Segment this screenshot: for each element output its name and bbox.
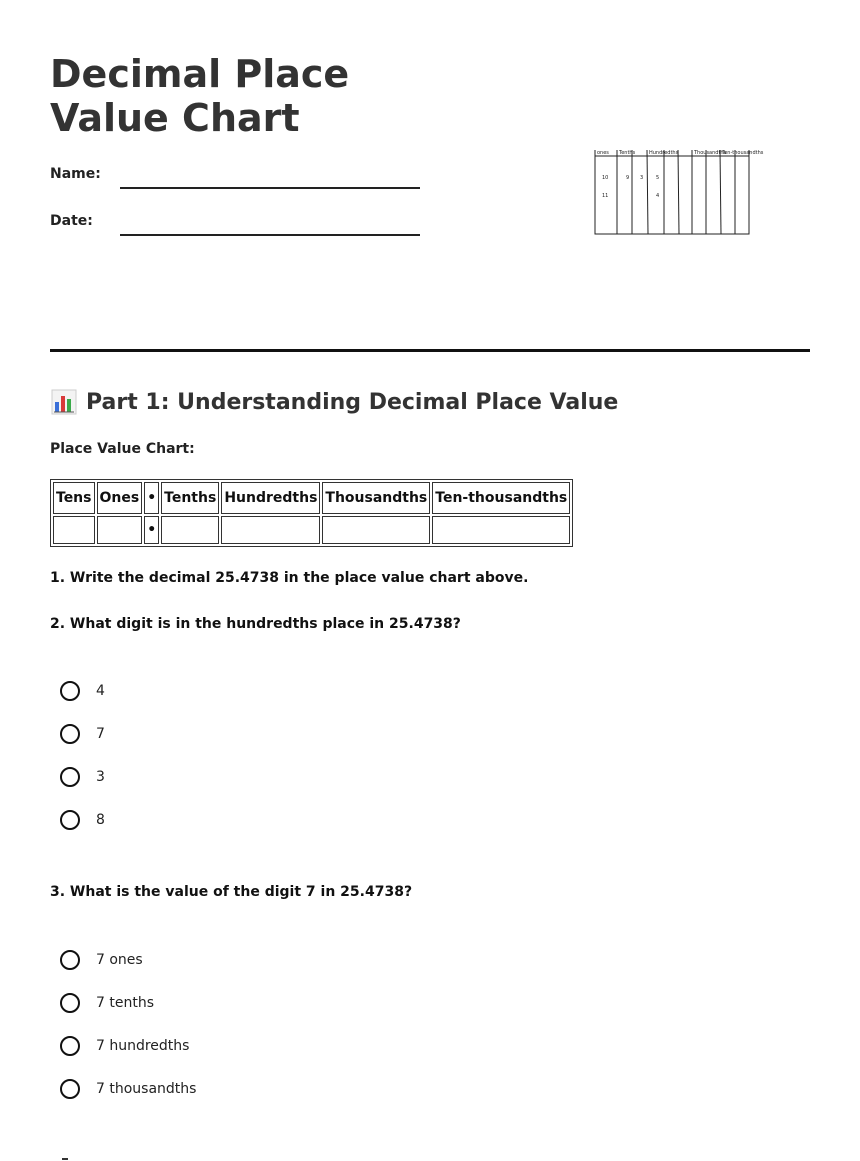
bar-chart-icon — [50, 388, 78, 416]
name-field[interactable] — [120, 187, 420, 189]
radio-button[interactable] — [60, 724, 80, 744]
radio-button[interactable] — [60, 993, 80, 1013]
option-label: 7 hundredths — [96, 1038, 190, 1054]
header-decimal-point: • — [144, 482, 159, 514]
radio-button[interactable] — [60, 681, 80, 701]
name-label: Name: — [50, 166, 101, 182]
q2-option[interactable] — [60, 810, 105, 830]
radio-button[interactable] — [60, 810, 80, 830]
place-value-sketch — [592, 146, 764, 238]
header-thousandths: Thousandths — [322, 482, 430, 514]
table-row — [53, 516, 570, 544]
cell-ones[interactable] — [97, 516, 143, 544]
question-1: 1. Write the decimal 25.4738 in the place value chart above. — [50, 570, 529, 586]
sketch-header: Tenths — [619, 150, 636, 156]
sketch-header: Hundredths — [649, 150, 679, 156]
q3-option[interactable] — [60, 993, 154, 1013]
table-header-row — [53, 482, 570, 514]
sketch-cell: 3 — [640, 175, 644, 181]
option-label: 8 — [96, 812, 105, 828]
date-label: Date: — [50, 213, 93, 229]
sketch-header: ones — [597, 150, 609, 156]
header-ten-thousandths: Ten-thousandths — [432, 482, 570, 514]
cell-hundredths[interactable] — [221, 516, 320, 544]
radio-button[interactable] — [60, 1079, 80, 1099]
cell-thousandths[interactable] — [322, 516, 430, 544]
option-label: 4 — [96, 683, 105, 699]
place-value-chart-label: Place Value Chart: — [50, 441, 195, 457]
section-header — [50, 388, 618, 416]
page-title: Decimal Place Value Chart — [50, 52, 350, 140]
sketch-cell: 9 — [626, 175, 630, 181]
place-value-table — [50, 479, 573, 547]
header-ones: Ones — [97, 482, 143, 514]
option-label: 7 tenths — [96, 995, 154, 1011]
q3-option[interactable] — [60, 950, 143, 970]
option-label: 7 — [96, 726, 105, 742]
header-hundredths: Hundredths — [221, 482, 320, 514]
cell-ten-thousandths[interactable] — [432, 516, 570, 544]
sketch-header: Thousandths — [694, 150, 727, 156]
sketch-header: Ten-thousandths — [722, 150, 764, 156]
q2-option[interactable] — [60, 681, 105, 701]
cell-tens[interactable] — [53, 516, 95, 544]
q2-option[interactable] — [60, 724, 105, 744]
section-title: Part 1: Understanding Decimal Place Value — [86, 389, 619, 415]
q3-option[interactable] — [60, 1036, 189, 1056]
radio-button[interactable] — [60, 950, 80, 970]
cell-tenths[interactable] — [161, 516, 219, 544]
option-label: 7 thousandths — [96, 1081, 197, 1097]
date-field[interactable] — [120, 234, 420, 236]
option-label: 3 — [96, 769, 105, 785]
cell-decimal-point: • — [144, 516, 159, 544]
question-3: 3. What is the value of the digit 7 in 25.4738? — [50, 884, 413, 900]
option-label: 7 ones — [96, 952, 143, 968]
sketch-cell: 10 — [602, 175, 609, 181]
section-divider — [50, 349, 810, 352]
sketch-cell: 4 — [656, 193, 660, 199]
question-2: 2. What digit is in the hundredths place in 25.4738? — [50, 616, 461, 632]
sketch-cell: 5 — [656, 175, 660, 181]
radio-button[interactable] — [60, 1036, 80, 1056]
sketch-cell: 11 — [602, 193, 609, 199]
header-tens: Tens — [53, 482, 95, 514]
q2-option[interactable] — [60, 767, 105, 787]
q3-option[interactable] — [60, 1079, 196, 1099]
radio-button[interactable] — [60, 767, 80, 787]
header-tenths: Tenths — [161, 482, 219, 514]
page-continuation-mark — [62, 1158, 68, 1160]
